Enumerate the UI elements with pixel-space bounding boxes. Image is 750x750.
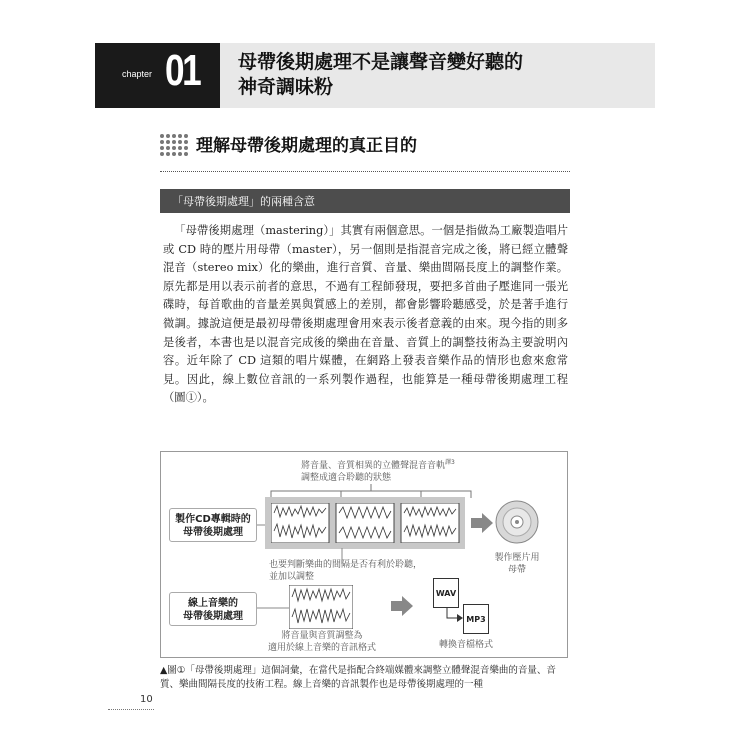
figure-caption: ▲圖①「母帶後期處理」這個詞彙，在當代是指配合終端媒體來調整立體聲混音樂曲的音量、音質、樂曲間隔長度的技術工程。線上音樂的音訊製作也是母帶後期處理的一種 [160,665,556,690]
figure-top-note: 將音量、音質相異的立體聲混音音軌$^{譯3}$ 調整成適合聆聽的狀態 [301,459,455,483]
wav-file-icon: WAV [433,578,459,608]
connector-line [257,605,289,611]
online-format-note: 將音量與音質調整為 適用於線上音樂的音訊格式 [267,631,376,653]
cd-mastering-label: 製作CD專輯時的 母帶後期處理 [169,508,257,542]
chapter-number: 01 [165,46,200,95]
page-number-rule [108,709,154,710]
section-title: 理解母帶後期處理的真正目的 [196,136,417,156]
chapter-word: chapter [122,69,153,79]
arrow-right-icon [391,596,413,616]
figure-bracket-lines [261,484,481,498]
chapter-title [238,50,523,100]
subsection-title: 「母帶後期處理」的兩種含意 [172,195,315,208]
cd-disc-icon [495,500,539,544]
mp3-file-icon: MP3 [463,604,489,634]
figure-1 [160,451,568,658]
page-number: 10 [140,694,153,705]
section-dots-icon [160,134,188,156]
section-divider [160,171,570,172]
online-mastering-label: 線上音樂的 母帶後期處理 [169,592,257,626]
online-waveform [289,585,353,629]
gap-adjust-note: 也要判斷樂曲的間隔是否有利於聆聽， 並加以調整 [269,560,423,582]
body-paragraph: 「母帶後期處理（mastering）」其實有兩個意思。一個是指做為工廠製造唱片或 CD 時的壓片用母帶（master），另一個則是指混音完成之後，將已經立體聲混音（stereo mix）化的樂曲，進行音質、音量、樂曲間隔長度上的調整作業。原先都是用以表示前者的意思，不過有工程師發現，要把多首曲子壓進同一張光碟時，每首歌曲的音量差異與質感上的差別，都會影響聆聽感受，於是著手進行微調。據說這便是最初母帶後期處理會用來表示後者意義的由來。現今指的則多是後者，本書也是以混音完成後的樂曲在音量、音質上的調整技術為主要說明內容。近年除了 CD 這類的唱片媒體，在網路上發表音樂作品的情形也愈來愈常見。因此，線上數位音訊的一系列製作過程，也能算是一種母帶後期處理工程（圖①）。 [163,224,568,405]
chapter-title-line2: 神奇調味粉 [238,76,334,98]
convert-format-note: 轉換音檔格式 [439,640,494,650]
convert-arrow-icon [445,608,465,624]
chapter-title-line1: 母帶後期處理不是讓聲音變好聽的 [238,51,524,73]
cd-waveforms [271,503,461,543]
arrow-right-icon [471,513,493,533]
press-master-note: 製作壓片用 母帶 [494,553,540,575]
chapter-badge [95,43,220,108]
